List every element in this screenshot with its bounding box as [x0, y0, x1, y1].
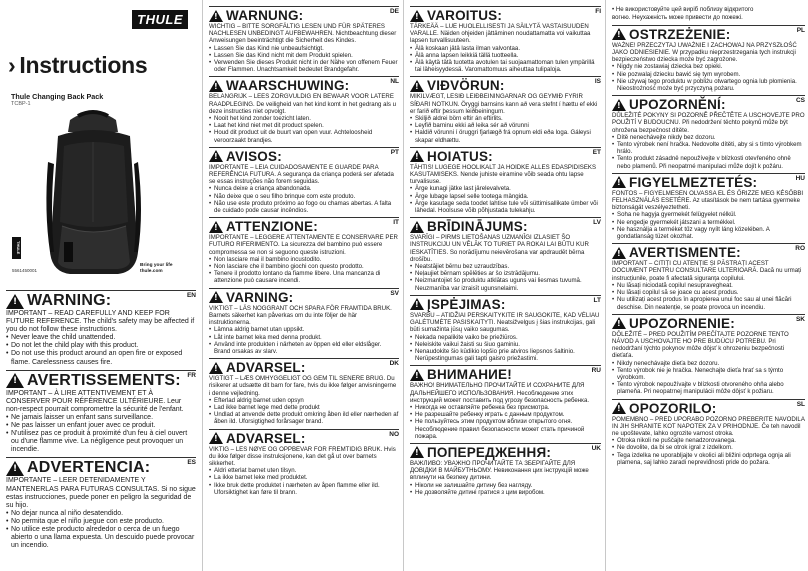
continuation-line-2: вогню. Неухажність може привести до пожежі.: [612, 14, 743, 22]
warning-section-ro: [612, 243, 805, 310]
thule-logo: THULE: [132, 10, 188, 29]
warning-title: UPOZORNĚNÍ:: [629, 97, 726, 113]
warning-title: BRĪDINĀJUMS:: [427, 219, 528, 235]
warning-intro: IMPORTANT – READ CAREFULLY AND KEEP FOR FUTURE REFERENCE. The child's safety may be affected if you do not follow these instructions.: [6, 310, 195, 334]
cover-panel: [0, 0, 200, 287]
warning-item: • Nunca deixe a criança abandonada.: [209, 185, 399, 192]
warning-item: • Använd inte produkten i närheten av öppen eld eller eldslåger. Brand orsakas av slarv.: [209, 341, 399, 355]
warning-header: [410, 147, 601, 164]
warning-item: • Не дозволяйте дитині гратися з цим виробом.: [410, 489, 601, 496]
warning-body: [410, 382, 601, 440]
language-code: SL: [796, 400, 805, 408]
warning-list: [612, 282, 805, 311]
warning-item: • Låt inte barnet leka med denna produkt.: [209, 334, 399, 341]
warning-triangle-icon: [612, 99, 626, 111]
column-2-sections: [203, 6, 403, 496]
language-code: PL: [796, 26, 805, 34]
warning-body: [6, 477, 196, 550]
warning-item: • Ärge kunagi jätke last järelevalveta.: [410, 185, 601, 192]
chevron-right-icon: ›: [8, 52, 16, 78]
warning-section-sl: [612, 399, 805, 466]
warning-list: [410, 263, 601, 292]
warning-list: [612, 63, 805, 92]
warning-item: • Ne pas laisser un enfant jouer avec ce produit.: [6, 422, 196, 430]
warning-title: OPOZORILO:: [629, 400, 717, 416]
language-code: DK: [389, 360, 399, 368]
warning-section-hu: [612, 173, 805, 240]
warning-section-et: [410, 147, 601, 214]
warning-section-nl: [209, 76, 399, 143]
warning-header: [612, 399, 805, 416]
warning-item: • Não use este produto próximo ao fogo ou chamas abertas. A falta de cuidado pode causar incêndios.: [209, 200, 399, 214]
warning-body: [612, 260, 805, 310]
warning-list: [410, 482, 601, 496]
language-code: EN: [186, 292, 196, 299]
warning-title: ВНИМАНИЕ!: [427, 367, 512, 383]
warning-triangle-icon: [209, 291, 223, 303]
warning-item: • Lassen Sie das Kind nie unbeaufsichtigt.: [209, 45, 399, 52]
warning-item: • Não deixe que o seu filho brinque com este produto.: [209, 193, 399, 200]
warning-item: • Nie pozwalaj dziecku bawić się tym wyrobem.: [612, 71, 805, 78]
warning-item: • Tento výrobek není hračka. Nedovolte dítěti, aby si s tímto výrobkem hrálo.: [612, 141, 805, 155]
warning-triangle-icon: [410, 80, 424, 92]
warning-item: • Laat het kind niet met dit product spelen.: [209, 122, 399, 129]
warning-intro: SVARĪGI – PIRMS LIETOŠANAS UZMANĪGI IZLASIET ŠO INSTRUKCIJU UN VĒLĀK TO TURIET PA ROKAI LAI BŪTU KUR IESKATĪTIES. So norādījumu neievērošana var apdraudēt bērna drošību.: [410, 234, 589, 263]
warning-item: • No dejar nunca al niño desatendido.: [6, 510, 196, 518]
warning-body: [612, 112, 805, 170]
warning-list: [612, 360, 805, 396]
warning-list: [209, 397, 399, 426]
warning-list: [209, 45, 399, 74]
warning-intro: VIKTIG – LES NØYE OG OPPBEVAR FOR FREMTIDIG BRUK. Hvis du ikke følger disse instruksjonene, kan det gå ut over barnets sikkerhet.: [209, 445, 396, 467]
warning-header: [6, 290, 196, 310]
warning-section-ru: [410, 365, 601, 440]
warning-section-dk: [209, 358, 399, 425]
backpack-drawing: [18, 102, 168, 282]
warning-item: • Houd dit product uit de buurt van open vuur. Achteloosheid veroorzaakt brandjes.: [209, 129, 399, 143]
warning-item: • Nigdy nie zostawiaj dziecka bez opieki.: [612, 63, 805, 70]
warning-item: • Не разрешайте ребенку играть с данным продуктом.: [410, 411, 601, 418]
warning-title: AVISOS:: [226, 148, 282, 164]
warning-triangle-icon: [612, 28, 626, 40]
warning-title: ADVARSEL:: [226, 360, 306, 376]
warning-title: ADVERTENCIA:: [27, 459, 151, 477]
warning-title: AVERTISSEMENTS:: [27, 371, 181, 389]
warning-section-no: [209, 429, 399, 496]
warning-item: • Non lasciare mai il bambino incustodito.: [209, 256, 399, 263]
warning-body: [209, 305, 399, 355]
warning-header: [209, 358, 399, 375]
warning-item: • Neatstājiet bērnu bez uzraudzības.: [410, 263, 601, 270]
column-3-sections: [404, 6, 605, 496]
warning-list: [209, 326, 399, 355]
warning-list: [6, 334, 196, 366]
warning-item: • Älä koskaan jätä lasta ilman valvontaa.: [410, 45, 601, 52]
warning-list: [410, 115, 601, 144]
warning-list: [612, 211, 805, 240]
warning-item: • Tento výrobok nie je hračka. Nenechajte dieťa hrať sa s týmto výrobkom.: [612, 367, 805, 381]
warning-body: [209, 375, 399, 425]
instructions-heading: [8, 52, 147, 79]
warning-intro: IMPORTANT – CITIȚI CU ATENȚIE ȘI PĂSTRAȚI ACEST DOCUMENT PENTRU CONSULTARE ULTERIOARĂ. Dacă nu urmați instrucțiunile, poate fi afectată siguranța copilului.: [612, 260, 802, 282]
warning-list: [209, 467, 399, 496]
warning-list: [612, 437, 805, 466]
warning-item: • Efterlad aldrig barnet uden opsyn: [209, 397, 399, 404]
backpack-image: [18, 102, 168, 282]
warning-item: • Lämna aldrig barnet utan uppsikt.: [209, 326, 399, 333]
warning-item: • Skiljið aldrei börn eftir án eftirlits.: [410, 115, 601, 122]
warning-item: • Aldri etterlat barnet uten tilsyn.: [209, 467, 399, 474]
language-code: LT: [593, 296, 601, 304]
warning-item: • Nu lăsați copilul să se joace cu acest produs.: [612, 289, 805, 296]
warning-body: [410, 460, 601, 496]
warning-section-en: [6, 290, 196, 367]
warning-header: [209, 429, 399, 446]
warning-list: [410, 404, 601, 440]
warning-item: • Neļaujiet bērnam spēlēties ar šo izstrādājumu.: [410, 270, 601, 277]
warning-list: [6, 510, 196, 550]
warning-item: • Ärge lubage lapsel selle tootega mängida.: [410, 193, 601, 200]
warning-title: WARNING:: [27, 292, 112, 309]
warning-title: UPOZORNENIE:: [629, 315, 735, 331]
warning-triangle-icon: [209, 362, 223, 374]
warning-section-sk: [612, 314, 805, 396]
ukrainian-continuation: [612, 0, 805, 22]
tagline: [140, 263, 173, 274]
warning-intro: IMPORTANT – À LIRE ATTENTIVEMENT ET À CONSERVER POUR RÉFÉRENCE ULTÉRIEURE. Leur non-respect pourrait compromettre la sécurité de l'enfant.: [6, 389, 184, 413]
warning-header: [209, 6, 399, 23]
warning-triangle-icon: [6, 373, 24, 388]
warning-item: • Do not use this product around an open fire or exposed flame. Carelessness causes fire.: [6, 350, 196, 366]
warning-header: [612, 95, 805, 112]
warning-title: WARNUNG:: [226, 8, 304, 23]
warning-item: • Nenaudokite šio kūdikio lopšio prie atviros liepsnos šaltinio. Nerūpestingumas gali tapti gaisro priežastimi.: [410, 348, 601, 362]
warning-item: • No permita que el niño juegue con este producto.: [6, 518, 196, 526]
warning-intro: DÔLEŽITÉ – PRED POUŽITÍM PREČÍTAJTE POZORNE TENTO NÁVOD A USCHOVAJTE HO PRE BUDÚCU POTREBU. Pri nedodržaní týchto pokynov môže dôjsť k ohrozeniu bezpečnosti dieťaťa.: [612, 330, 789, 360]
warning-item: • Nooit het kind zonder toezicht laten.: [209, 115, 399, 122]
warning-intro: DŮLEŽITÉ POKYNY SI POZORNĚ PŘEČTĚTE A USCHOVEJTE PRO POUŽITÍ V BUDOUCNU. Při nedodržení těchto pokynů může být ohrožena bezpečnost dítěte.: [612, 112, 805, 134]
warning-item: • Ikke bruk dette produktet i nærheten av åpen flamme eller ild. Uforsiktighet kan føre til brann.: [209, 482, 399, 496]
warning-section-pl: [612, 25, 805, 92]
warning-intro: POMEMBNO – PRED UPORABO POZORNO PREBERITE NAVODILA IN JIH SHRANITE KOT NAPOTEK ZA V PRIHODNJE. Če teh navodil ne upoštevate, lahko ogrozite varnost otroka.: [612, 415, 805, 437]
language-code: ET: [592, 148, 601, 156]
warning-item: • Lassen Sie das Kind nicht mit dem Produkt spielen.: [209, 52, 399, 59]
warning-intro: TÄRKEÄÄ – LUE HUOLELLISESTI JA SÄILYTÄ VASTAISUUDEN VARALLE. Näiden ohjeiden jättäminen noudattamatta voi vaikuttaa lapsen turvallisuuteen.: [410, 23, 591, 45]
warning-intro: ВАЖНО! ВНИМАТЕЛЬНО ПРОЧИТАЙТЕ И СОХРАНИТЕ ДЛЯ ДАЛЬНЕЙШЕГО ИСПОЛЬЗОВАНИЯ. Несоблюдение этих инструкций может поставить под угрозу безопасность ребенка.: [410, 382, 590, 404]
warning-item: • Do not let the child play with this product.: [6, 342, 196, 350]
warning-list: [209, 256, 399, 285]
warning-list: [410, 45, 601, 74]
warning-section-lv: [410, 217, 601, 292]
warning-intro: VIKTIGT – LÄS NOGGRANT OCH SPARA FÖR FRAMTIDA BRUK. Barnets säkerhet kan påverkas om du inte följer de här instruktionerna.: [209, 304, 392, 327]
warning-triangle-icon: [209, 432, 223, 444]
warning-list: [410, 185, 601, 214]
warning-triangle-icon: [6, 461, 24, 476]
warning-triangle-icon: [410, 221, 424, 233]
warning-header: [410, 217, 601, 234]
warning-item: • Ne használja a terméket tűz vagy nyílt láng közelében. A gondatlanság tüzet okozhat.: [612, 226, 805, 240]
warning-triangle-icon: [612, 176, 626, 188]
warning-item: • Non lasciare che il bambino giochi con questo prodotto.: [209, 263, 399, 270]
warning-triangle-icon: [612, 317, 626, 329]
warning-triangle-icon: [410, 369, 424, 381]
warning-item: • Älä käytä tätä tuotetta avotulen tai suojaamattoman tulen ympärillä tai läheisyydessä. Varomattomuus aiheuttaa tulipaloja.: [410, 59, 601, 73]
product-number: TCBP-1: [11, 101, 31, 107]
warning-item: • Haldið vörunni í öruggri fjarlægð frá opnum eldi eða loga. Gáleysi skapar eldhættu.: [410, 129, 601, 143]
warning-list: [612, 134, 805, 170]
warning-section-fr: [6, 370, 196, 455]
language-code: RU: [591, 367, 601, 375]
warning-triangle-icon: [209, 80, 223, 92]
warning-intro: TÄHTIS! LUGEGE HOOLIKALT JA HOIDKE ALLES EDASPIDISEKS KASUTAMISEKS. Nende juhiste eiramine võib seada ohtu lapse turvalisuse.: [410, 163, 597, 186]
warning-title: VARNING:: [226, 289, 294, 305]
warning-item: • Nikdy nenechávajte dieťa bez dozoru.: [612, 360, 805, 367]
warning-header: [209, 217, 399, 234]
warning-header: [410, 6, 601, 23]
warning-item: • Не пользуйтесь этим продуктом вблизи открытого огня. Несоблюдение правил безопасности может стать причиной пожара.: [410, 418, 601, 440]
warning-section-uk: [410, 443, 601, 496]
warning-item: • Verwenden Sie dieses Produkt nicht in der Nähe von offenem Feuer oder Flammen. Unachtsamkeit bedeutet Brandgefahr.: [209, 59, 399, 73]
warning-body: [612, 42, 805, 92]
warning-header: [612, 243, 805, 260]
warning-header: [6, 370, 196, 390]
language-code: ES: [187, 459, 196, 467]
warning-list: [209, 185, 399, 214]
column-1-sections: [0, 290, 200, 550]
warning-body: [612, 331, 805, 396]
warning-intro: WICHTIG – BITTE SORGFÄLTIG LESEN UND FÜR SPÄTERES NACHLESEN UNBEDINGT AUFBEWAHREN. Nichtbeachtung dieser Anweisungen beeinträchtigt die Sicherheit des Kindes.: [209, 23, 397, 45]
column-4: [605, 0, 808, 571]
warning-triangle-icon: [6, 294, 24, 309]
language-code: SK: [795, 315, 805, 323]
language-code: NO: [389, 430, 399, 438]
warning-title: ATTENZIONE:: [226, 219, 318, 235]
warning-triangle-icon: [612, 247, 626, 259]
language-code: LV: [593, 219, 601, 227]
warning-section-de: [209, 6, 399, 73]
warning-item: • Ніколи не залишайте дитину без нагляду.: [410, 482, 601, 489]
language-code: DE: [389, 8, 399, 15]
warning-body: [410, 234, 601, 292]
warning-item: • Undlad at anvende dette produkt omkring åben ild eller nærheden af åben ild. Uforsigtighed forårsager brand.: [209, 411, 399, 425]
warning-intro: WAŻNE! PRZECZYTAJ UWAŻNIE I ZACHOWAJ NA PRZYSZŁOŚĆ JAKO ODNIESIENIE. W przypadku nieprzestrzegania tych instrukcji bezpieczeństwo dziecka może być zagrożone.: [612, 41, 797, 64]
warning-item: • Never leave the child unattended.: [6, 334, 196, 342]
warning-triangle-icon: [209, 10, 223, 22]
warning-section-it: [209, 217, 399, 284]
column-3: [403, 0, 605, 571]
warning-triangle-icon: [410, 10, 424, 22]
warning-intro: BELANGRIJK – LEES ZORGVULDIG EN BEWAAR VOOR LATERE RAADPLEGING. De veiligheid van het kind komt in het gedrang als u deze instructies niet opvolgt.: [209, 93, 396, 115]
warning-title: OSTRZEŻENIE:: [629, 26, 731, 42]
warning-body: [209, 446, 399, 496]
warning-body: [6, 390, 196, 455]
warning-section-pt: [209, 147, 399, 214]
warning-body: [209, 23, 399, 73]
warning-intro: IMPORTANTE – LEER DETENIDAMENTE Y MANTENERLAS PARA FUTURAS CONSULTAS. Si no sigue estas instrucciones, puede poner en peligro la seguridad de su hijo.: [6, 477, 196, 509]
warning-item: • Neleiskite vaikui žaisti su šiuo gaminiu.: [410, 341, 601, 348]
warning-item: • Nu utilizați acest produs în apropierea unui foc sau al unei flăcări deschise. Din neatenție, se poate provoca un incendiu.: [612, 296, 805, 310]
warning-intro: IMPORTANTE – LEIA CUIDADOSAMENTE E GUARDE PARA REFERÊNCIA FUTURA. A segurança da criança poderá ser afetada se essas instruções não forem seguidas.: [209, 163, 394, 186]
warning-item: • Tento výrobok nepoužívajte v blízkosti otvoreného ohňa alebo plameňa. Pri neopatrnej manipulácii môže dôjsť k požiaru.: [612, 381, 805, 395]
warning-item: • Neizmantojiet šo produktu atklātas uguns vai liesmas tuvumā. Neuzmanība var izraisīt ugunsnelaimi.: [410, 277, 601, 291]
warning-section-sv: [209, 288, 399, 355]
part-number: 5561450001: [12, 268, 38, 273]
warning-body: [410, 23, 601, 73]
column-2: [202, 0, 403, 571]
warning-triangle-icon: [209, 221, 223, 233]
warning-header: [209, 147, 399, 164]
warning-item: • La ikke barnet leke med produktet.: [209, 474, 399, 481]
warning-item: • Nekada nepalikite vaiko be priežiūros.: [410, 334, 601, 341]
warning-item: • Älä anna lapsen leikkiä tällä tuotteella.: [410, 52, 601, 59]
warning-header: [6, 457, 196, 477]
warning-header: [612, 314, 805, 331]
warning-item: • Otroka nikoli ne puščajte nenadzorovanega.: [612, 437, 805, 444]
warning-section-lt: [410, 295, 601, 362]
language-code: RO: [795, 245, 805, 253]
warning-header: [410, 365, 601, 382]
warning-list: [410, 334, 601, 363]
language-code: FR: [187, 371, 196, 379]
warning-item: • Никогда не оставляйте ребенка без присмотра.: [410, 404, 601, 411]
warning-item: • Soha ne hagyja gyermekét felügyelet nélkül.: [612, 211, 805, 218]
warning-triangle-icon: [410, 298, 424, 310]
language-code: NL: [390, 78, 399, 86]
warning-section-cs: [612, 95, 805, 170]
warning-header: [612, 173, 805, 190]
warning-title: HOIATUS:: [427, 148, 493, 164]
warning-body: [209, 164, 399, 214]
warning-body: [209, 234, 399, 284]
warning-item: • Ne jamais laisser un enfant sans surveillance.: [6, 414, 196, 422]
side-thule-logo: THULE: [12, 237, 21, 259]
warning-body: [410, 312, 601, 362]
tagline-line-1: Bring your life: [140, 263, 173, 268]
language-code: PT: [390, 148, 399, 156]
warning-intro: IMPORTANTE – LEGGERE ATTENTAMENTE E CONSERVARE PER FUTURO RIFERIMENTO. La sicurezza del bambino può essere compromessa se non si seguono queste istruzioni.: [209, 234, 398, 256]
warning-body: [6, 310, 196, 367]
tagline-line-2: thule.com: [140, 268, 163, 274]
warning-item: • Lad ikke barnet lege med dette produkt: [209, 404, 399, 411]
warning-body: [209, 93, 399, 143]
language-code: CS: [795, 97, 805, 105]
warning-triangle-icon: [410, 150, 424, 162]
warning-intro: ВАЖЛИВО: УВАЖНО ПРОЧИТАЙТЕ ТА ЗБЕРІГАЙТЕ ДЛЯ ДОВІДКИ В МАЙБУТНЬОМУ. Невиконання цих інструкцій може вплинути на безпеку дитини.: [410, 459, 589, 482]
continuation-line-1: • Не використовуйте цей виріб поблизу відкритого: [612, 6, 754, 13]
warning-title: VIÐVÖRUN:: [427, 78, 505, 94]
column-4-sections: [606, 0, 808, 466]
language-code: UK: [591, 444, 601, 452]
warning-item: • Nu lăsați niciodată copilul nesupravegheat.: [612, 282, 805, 289]
warning-title: ПОПЕРЕДЖЕННЯ:: [427, 444, 552, 460]
warning-item: • Ne dovolite, da bi se otrok igral z izdelkom.: [612, 444, 805, 451]
warning-title: WAARSCHUWING:: [226, 78, 350, 94]
warning-section-is: [410, 76, 601, 143]
warning-intro: FONTOS – FIGYELMESEN OLVASSA EL ÉS ŐRIZZE MEG KÉSŐBBI FELHASZNÁLÁS ESETÉRE. Az utasítások be nem tartása gyermeke biztonságát veszélyeztetheti.: [612, 189, 804, 212]
warning-intro: MIKILVÆGT, LESIÐ LEIÐBEININGARNAR OG GEYMIÐ FYRIR SÍÐARI NOTKUN. Öryggi barnsins kann að vera stefnt í hættu ef ekki er farið eftir þessum leiðbeiningum.: [410, 93, 598, 115]
warning-header: [410, 295, 601, 312]
warning-header: [612, 25, 805, 42]
warning-title: AVERTISMENTE:: [629, 245, 741, 261]
warning-triangle-icon: [612, 402, 626, 414]
warning-title: ĮSPĖJIMAS:: [427, 296, 506, 312]
warning-header: [209, 76, 399, 93]
warning-item: • Tenere il prodotto lontano da fiamme libere. Una mancanza di attenzione può causare incendi.: [209, 270, 399, 284]
language-code: IS: [594, 78, 601, 86]
warning-header: [410, 443, 601, 460]
warning-list: [209, 115, 399, 144]
warning-triangle-icon: [410, 446, 424, 458]
language-code: IT: [393, 219, 399, 227]
warning-item: • No utilice este producto alrededor o cerca de un fuego abierto o una llama expuesta. Un descuido puede provocar un incendio.: [6, 526, 196, 550]
warning-title: VAROITUS:: [427, 8, 503, 23]
warning-item: • N'utilisez pas ce produit à proximité d'un feu à ciel ouvert ou d'une flamme vive. La négligence peut provoquer un incendie.: [6, 430, 196, 454]
warning-item: • Tega izdelka ne uporabljajte v okolici ali bližini odprtega ognja ali plamena, saj lahko zaradi nepreviđnosti pride do požara.: [612, 452, 805, 466]
warning-body: [410, 93, 601, 143]
language-code: SV: [390, 289, 399, 297]
warning-intro: SVARBU – ATIDŽIAI PERSKAITYKITE IR SAUGOKITE, KAD VĖLIAU GALĖTUMĖTE PASISKAITYTI. Neatsižvelgus į šias instrukcijas, gali būti sumažinta jūsų vaiko saugumas.: [410, 311, 600, 334]
warning-item: • Nie używaj tego produktu w pobliżu otwartego ognia lub płomienia. Nieostrożność może być przyczyną pożaru.: [612, 78, 805, 92]
warning-title: FIGYELMEZTETÉS:: [629, 174, 758, 190]
warning-body: [612, 416, 805, 466]
product-name: Thule Changing Back Pack: [11, 92, 104, 101]
warning-item: • Dítě nenechávejte nikdy bez dozoru.: [612, 134, 805, 141]
warning-section-es: [6, 457, 196, 550]
column-1: [0, 0, 200, 571]
language-code: FI: [595, 8, 601, 15]
warning-header: [410, 76, 601, 93]
warning-item: • Tento produkt zásadně nepoužívejte v blízkosti otevřeného ohně nebo plamenů. Při neopatrné manipulaci může dojít k požáru.: [612, 155, 805, 169]
warning-body: [612, 190, 805, 240]
warning-item: • Leyfið barninu ekki að leika sér að vörunni: [410, 122, 601, 129]
language-code: HU: [795, 174, 805, 182]
warning-body: [410, 164, 601, 214]
warning-triangle-icon: [209, 150, 223, 162]
warning-item: • Ne engedje gyermekét játszani a termékkel.: [612, 219, 805, 226]
warning-item: • Ärge kasutage seda toodet lahtise tule või süttimisallikate ümber või lähedal. Hoolsuse võib põhjustada tulekahju.: [410, 200, 601, 214]
instructions-heading-text: Instructions: [19, 52, 148, 78]
warning-section-fi: [410, 6, 601, 73]
warning-title: ADVARSEL:: [226, 430, 306, 446]
warning-header: [209, 288, 399, 305]
warning-list: [6, 414, 196, 454]
warning-intro: VIGTIGT – LÆS OMHYGGELIGT OG GEM TIL SENERE BRUG. Du risikerer at udsætte dit barn for fare, hvis du ikke følger anvisningerne i denne vejledning.: [209, 375, 397, 397]
